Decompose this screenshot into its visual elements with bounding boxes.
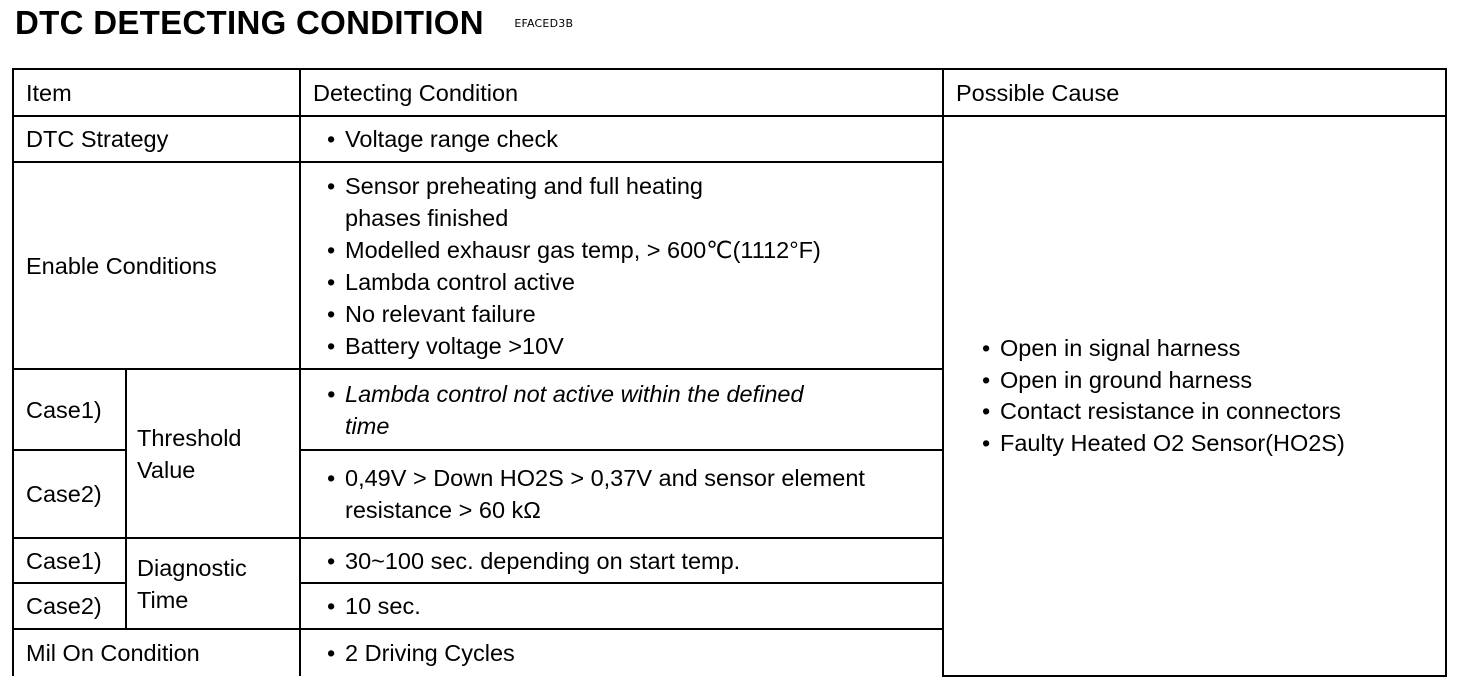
condition-item: • 0,49V > Down HO2S > 0,37V and sensor element resistance > 60 kΩ [313,462,905,526]
row-label-mil: Mil On Condition [13,629,300,676]
case-label: Case2) [13,583,126,629]
threshold-case1-condition [300,369,943,450]
row-label-enable: Enable Conditions [13,162,300,369]
case-label: Case1) [13,369,126,450]
diagnostic-case1-condition [300,538,943,583]
condition-item: • Sensor preheating and full heating phases finished [313,170,785,234]
condition-item: • Battery voltage >10V [313,330,942,362]
document-code: EFACED3B [514,16,574,30]
table-header-row [13,69,1446,116]
strategy-conditions [300,116,943,162]
row-label-diagnostic: Diagnostic Time [126,538,300,629]
header-item: Item [13,69,300,116]
condition-item: • Voltage range check [313,123,942,155]
case-label: Case1) [13,538,126,583]
cause-item: • Open in ground harness [972,365,1445,397]
page-title: DTC DETECTING CONDITION [15,4,484,41]
condition-item: • No relevant failure [313,298,942,330]
row-label-threshold: Threshold Value [126,369,300,538]
case-label: Case2) [13,450,126,538]
condition-item: • 30~100 sec. depending on start temp. [313,545,942,577]
possible-cause-cell [943,116,1446,676]
enable-conditions [300,162,943,369]
mil-conditions [300,629,943,676]
threshold-case2-condition [300,450,943,538]
condition-item: • Lambda control not active within the defined time [313,378,825,442]
row-label-strategy: DTC Strategy [13,116,300,162]
cause-item: • Contact resistance in connectors [972,396,1445,428]
title-block [15,4,573,44]
header-possible-cause: Possible Cause [943,69,1446,116]
dtc-condition-table [12,68,1447,677]
condition-item: • 2 Driving Cycles [313,637,942,669]
cause-item: • Open in signal harness [972,333,1445,365]
condition-item: • Lambda control active [313,266,942,298]
diagnostic-case2-condition [300,583,943,629]
cause-item: • Faulty Heated O2 Sensor(HO2S) [972,428,1445,460]
header-detecting-condition: Detecting Condition [300,69,943,116]
table-row [13,116,1446,162]
condition-item: • Modelled exhausr gas temp, > 600℃(1112°F) [313,234,942,266]
condition-item: • 10 sec. [313,590,942,622]
